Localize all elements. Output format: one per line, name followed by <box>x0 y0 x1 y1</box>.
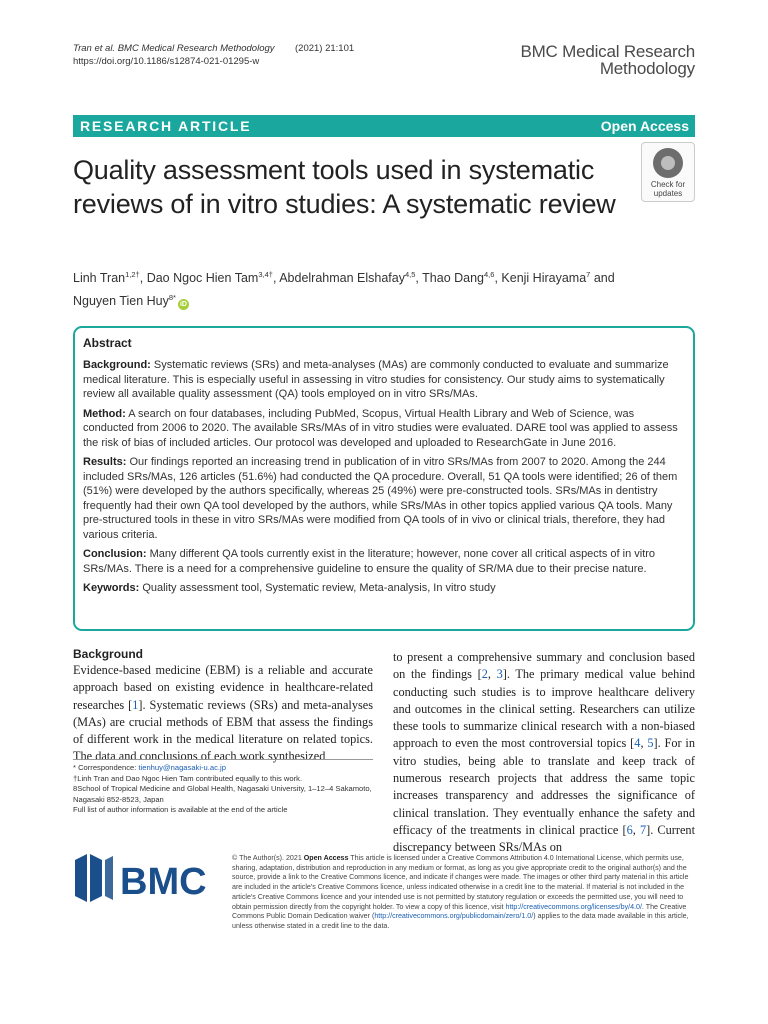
license-statement <box>232 854 695 932</box>
abstract-conclusion-text: Many different QA tools currently exist in the literature; however, none cover all critical aspects of in vitro SRs/MAs. There is a need for a comprehensive guideline to ensure the quality of SR/MA due to their precise nature. <box>83 548 656 575</box>
footnotes <box>73 759 373 816</box>
citation: Tran et al. BMC Medical Research Methodology <box>73 43 275 54</box>
body-text-segment: ]. For in vitro studies, being able to translate and keep track of numerous research projects that address the same topic increases transparency and addresses the significance of clinical translation. They eventually enhance the safety and efficacy of the treatments in clinical practice [ <box>393 736 695 837</box>
doi-link[interactable]: https://doi.org/10.1186/s12874-021-01295-w <box>73 56 260 67</box>
abstract-background <box>83 358 685 402</box>
full-list-note: Full list of author information is available at the end of the article <box>73 805 288 814</box>
article-type-banner <box>73 115 695 137</box>
author-affiliation: 4,5 <box>404 270 416 279</box>
citation-link[interactable]: 6 <box>626 822 633 837</box>
running-header <box>73 42 355 68</box>
citation-link[interactable]: 5 <box>647 736 654 751</box>
journal-name-line1: BMC Medical Research <box>520 42 695 61</box>
crossmark-icon <box>653 148 683 178</box>
abstract-conclusion <box>83 547 685 576</box>
abstract-keywords-text: Quality assessment tool, Systematic review, Meta-analysis, In vitro study <box>142 582 496 594</box>
license-open-access: Open Access <box>303 854 349 862</box>
author-name[interactable]: Abdelrahman Elshafay <box>279 271 405 286</box>
orcid-icon[interactable]: iD <box>179 301 187 309</box>
author-affiliation: 1,2† <box>125 270 140 279</box>
citation-link[interactable]: 1 <box>132 697 139 712</box>
body-paragraph <box>393 649 695 857</box>
check-line1: Check for <box>650 180 686 189</box>
body-text-segment: Evidence-based medicine (EBM) is a reliable and accurate approach based on existing evidence in healthcare-related researches [ <box>73 663 373 712</box>
body-text-segment: to present a comprehensive summary and conclusion based on the findings [ <box>393 650 695 682</box>
license-copyright: © The Author(s). 2021 <box>232 854 304 862</box>
correspondence-note <box>73 763 373 774</box>
check-for-updates-button[interactable] <box>641 142 695 202</box>
author-name[interactable]: Kenji Hirayama <box>501 271 587 286</box>
correspondence-label: * Correspondence: <box>73 763 139 772</box>
abstract-background-label: Background: <box>83 359 151 371</box>
author-affiliation: 7 <box>586 270 591 279</box>
check-for-updates-label <box>642 180 694 198</box>
author-name[interactable]: Dao Ngoc Hien Tam <box>146 271 259 286</box>
author-conjunction: and <box>590 271 615 286</box>
open-access-label: Open Access <box>600 118 689 134</box>
affiliation-note: 8School of Tropical Medicine and Global Health, Nagasaki University, 1–12–4 Sakamoto, Nagasaki 852-8523, Japan <box>73 784 372 804</box>
citation-link[interactable]: 3 <box>496 667 503 682</box>
body-column-right <box>393 649 695 857</box>
license-text: . The Creative Commons Public Domain Dedication waiver ( <box>232 902 687 921</box>
abstract-box <box>73 326 695 631</box>
author-name[interactable]: Linh Tran <box>73 271 126 286</box>
author-name[interactable]: Nguyen Tien Huy <box>73 294 169 309</box>
author-affiliation: 3,4† <box>258 270 273 279</box>
journal-name <box>520 43 695 77</box>
body-paragraph <box>73 662 373 766</box>
body-text-segment: ]. Current discrepancy between SRs/MAs on <box>393 822 695 855</box>
citation-link[interactable]: 2 <box>481 667 488 682</box>
license-link[interactable]: http://creativecommons.org/licenses/by/4.0/ <box>505 902 642 911</box>
author-affiliation: 4,6 <box>484 270 495 279</box>
license-text: ) applies to the data made available in this article, unless otherwise stated in a credit line to the data. <box>232 912 689 930</box>
citation-separator: , <box>487 667 497 682</box>
abstract-background-text: Systematic reviews (SRs) and meta-analyses (MAs) are commonly conducted to evaluate and summarize medical literature. This is especially useful in assessing in vitro studies for consistency. Our study aims to systematically review all available quality assessment (QA) tools employed on in vitro SRs/MAs. <box>83 359 669 400</box>
abstract-keywords <box>83 581 685 596</box>
abstract-results-text: Our findings reported an increasing trend in publication of in vitro SRs/MAs from 2007 to 2020. Among the 244 included SRs/MAs, 126 articles (51.6%) had conducted the QA procedure. Overall, 51 QA tools were identified; 26 of them (51%) were developed by the authors specifically, whereas 25 (49%) were pre-constructed tools. SRs/MAs in dentistry frequently had their own QA tool developed by the authors, while SRs/MAs in other topics applied various QA tools. Many pre-structured tools in these in vitro SRs/MAs were modified from QA tools of in vivo or clinical trials, therefore, they had various criteria. <box>83 456 678 541</box>
body-column-left <box>73 647 373 766</box>
correspondence-email-link[interactable]: tienhuy@nagasaki-u.ac.jp <box>138 763 226 772</box>
abstract-keywords-label: Keywords: <box>83 582 140 594</box>
citation-separator: , <box>640 736 648 751</box>
body-text-segment: ]. The primary medical value behind conducting such studies is to improve healthcare delivery and outcomes in the clinical setting. Researchers can utilize these tools to summarize clinical research with a non-biased approach to even the most controversial topics [ <box>393 667 695 751</box>
abstract-method-text: A search on four databases, including PubMed, Scopus, Virtual Health Library and Web of Science, was conducted from 2006 to 2020. The available SRs/MAs of in vitro studies were evaluated. DARE tool was applied to assess the risk of bias of included articles. Our protocol was developed and uploaded to ResearchGate in June 2016. <box>83 407 678 449</box>
abstract-method <box>83 407 685 451</box>
year-volume: (2021) 21:101 <box>295 43 355 54</box>
abstract-results <box>83 455 685 542</box>
article-type-label: RESEARCH ARTICLE <box>80 118 252 134</box>
bmc-logo <box>73 852 216 904</box>
author-name[interactable]: Thao Dang <box>422 271 485 286</box>
abstract-method-label: Method: <box>83 407 126 420</box>
abstract-results-label: Results: <box>83 456 127 468</box>
citation-link[interactable]: 4 <box>634 736 641 751</box>
author-list: Linh Tran$^{1,2\dagger}$, Dao Ngoc Hien Tam$^{3,4\dagger}$, Abdelrahman Elshafay$^{4,5}$, Thao Dang$^{4,6}$, Kenji Hirayama$^7$ and Nguyen Tien Huy$^{8*}$iD <box>73 270 615 309</box>
body-text-segment: ]. Systematic reviews (SRs) and meta-analyses (MAs) are crucial methods of EBM that assess the findings of different work in the medical literature on related topics. The data and conclusions of each work synthesized <box>73 697 374 764</box>
abstract-conclusion-label: Conclusion: <box>83 548 147 560</box>
license-text: This article is licensed under a Creative Commons Attribution 4.0 International License, which permits use, sharing, adaptation, distribution and reproduction in any medium or format, as long as you give appropriate credit to the original author(s) and the source, provide a link to the Creative Commons licence, and indicate if changes were made. The images or other third party material in this article are included in the article's Creative Commons licence, unless indicated otherwise in a credit line to the material. If material is not included in the article's Creative Commons licence and your intended use is not permitted by statutory regulation or exceeds the permitted use, you will need to obtain permission directly from the copyright holder. To view a copy of this licence, visit <box>232 854 689 911</box>
check-line2: updates <box>653 189 683 198</box>
citation-link[interactable]: 7 <box>639 822 647 837</box>
public-domain-link[interactable]: http://creativecommons.org/publicdomain/zero/1.0/ <box>374 912 534 921</box>
article-title: Quality assessment tools used in systematic reviews of in vitro studies: A systematic review <box>73 155 616 219</box>
section-heading: Background <box>73 647 144 661</box>
bmc-logo-text: BMC <box>120 861 207 903</box>
abstract-heading: Abstract <box>83 336 132 350</box>
citation-separator: , <box>632 822 640 837</box>
equal-contribution-note: †Linh Tran and Dao Ngoc Hien Tam contributed equally to this work. <box>73 773 303 783</box>
journal-name-line2: Methodology <box>599 59 695 78</box>
author-affiliation: 8* <box>168 293 176 303</box>
